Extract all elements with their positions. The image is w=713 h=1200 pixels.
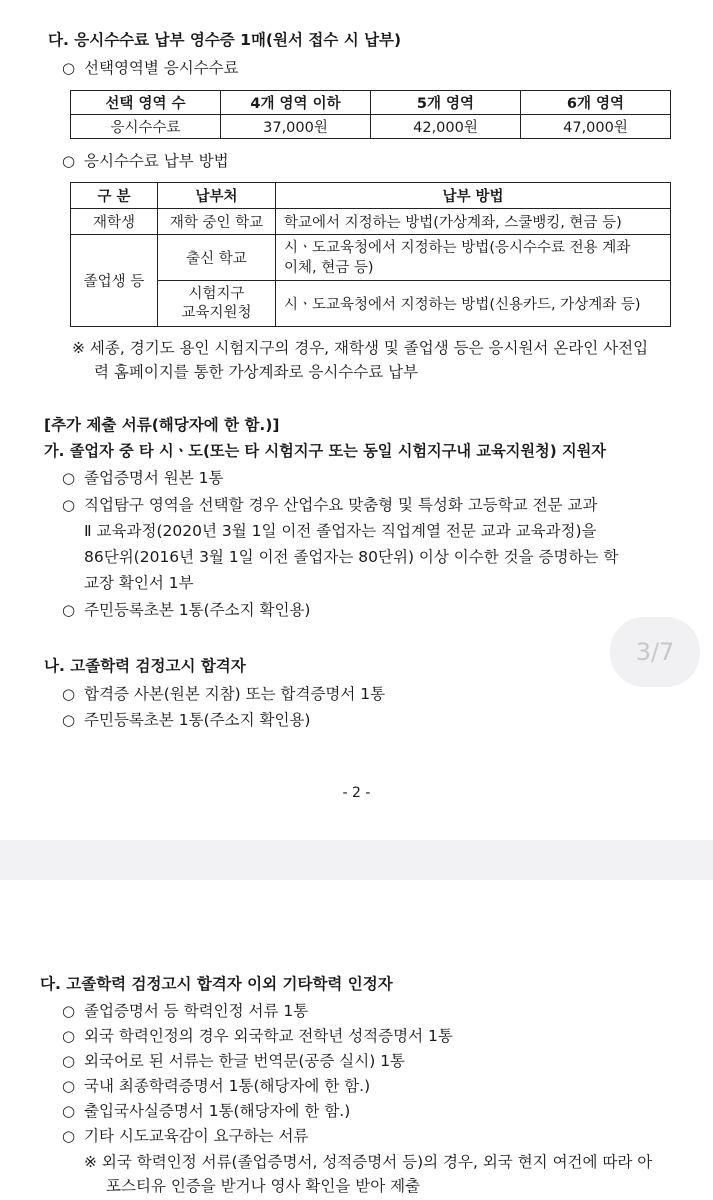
extra-docs-na-heading: 나. 고졸학력 검정고시 합격자	[44, 657, 246, 675]
note-line: 포스티유 인증을 받거나 영사 확인을 받아 제출	[106, 1177, 421, 1195]
fee-table-cell: 응시수수료	[71, 115, 221, 139]
list-item: 기타 시도교육감이 요구하는 서류	[84, 1127, 309, 1145]
payment-table-cell: 재학 중인 학교	[158, 209, 276, 235]
bullet: ○	[62, 469, 76, 487]
bullet: ○	[62, 685, 76, 703]
list-item: 주민등록초본 1통(주소지 확인용)	[84, 711, 311, 729]
note-line: 력 홈페이지를 통한 가상계좌로 응시수수료 납부	[94, 363, 419, 381]
bullet: ○	[62, 152, 76, 170]
bullet: ○	[62, 59, 76, 77]
payment-method-line: 시ㆍ도교육청에서 지정하는 방법(응시수수료 전용 계좌	[284, 239, 631, 256]
page-indicator: 3/7	[610, 617, 700, 687]
fee-table-cell: 42,000원	[371, 115, 521, 139]
bullet: ○	[62, 496, 76, 514]
list-item: 졸업증명서 원본 1통	[84, 469, 224, 487]
list-item-continuation: 86단위(2016년 3월 1일 이전 졸업자는 80단위) 이상 이수한 것을 증명하는 학	[84, 548, 619, 566]
extra-docs-ga-heading: 가. 졸업자 중 타 시ㆍ도(또는 타 시험지구 또는 동일 시험지구내 교육지원청) 지원자	[44, 442, 606, 460]
bullet: ○	[62, 1127, 76, 1145]
fee-table-cell: 47,000원	[521, 115, 671, 139]
page-number: - 2 -	[342, 785, 371, 801]
bullet: ○	[62, 601, 76, 619]
fee-subheading: 선택영역별 응시수수료	[84, 59, 239, 77]
note-line: ※ 세종, 경기도 용인 시험지구의 경우, 재학생 및 졸업생 등은 응시원서 온라인 사전입	[72, 339, 649, 357]
list-item-continuation: Ⅱ 교육과정(2020년 3월 1일 이전 졸업자는 직업계열 전문 교과 교육과정)을	[84, 522, 597, 540]
fee-table-cell: 37,000원	[221, 115, 371, 139]
list-item: 합격증 사본(원본 지참) 또는 합격증명서 1통	[84, 685, 386, 703]
payment-table	[70, 182, 671, 327]
bullet: ○	[62, 711, 76, 729]
payment-table-cell: 출신 학교	[158, 235, 276, 281]
list-item: 출입국사실증명서 1통(해당자에 한 함.)	[84, 1102, 351, 1120]
list-item: 졸업증명서 등 학력인정 서류 1통	[84, 1002, 309, 1020]
list-item: 직업탐구 영역을 선택할 경우 산업수요 맞춤형 및 특성화 고등학교 전문 교과	[84, 496, 598, 514]
payer-line: 시험지구	[188, 285, 245, 302]
bullet: ○	[62, 1002, 76, 1020]
list-item-continuation: 교장 확인서 1부	[84, 574, 194, 592]
list-item: 주민등록초본 1통(주소지 확인용)	[84, 601, 311, 619]
payment-table-header: 납부 방법	[276, 183, 671, 209]
payment-table-cell	[276, 235, 671, 281]
list-item: 외국어로 된 서류는 한글 번역문(공증 실시) 1통	[84, 1052, 406, 1070]
section-heading-other: 다. 고졸학력 검정고시 합격자 이외 기타학력 인정자	[40, 975, 393, 993]
payment-table-cell	[158, 281, 276, 327]
bullet: ○	[62, 1077, 76, 1095]
bullet: ○	[62, 1052, 76, 1070]
payment-table-cell: 시ㆍ도교육청에서 지정하는 방법(신용카드, 가상계좌 등)	[276, 281, 671, 327]
payment-table-cell: 학교에서 지정하는 방법(가상계좌, 스쿨뱅킹, 현금 등)	[276, 209, 671, 235]
fee-table-header: 선택 영역 수	[71, 91, 221, 115]
payment-subheading: 응시수수료 납부 방법	[84, 152, 229, 170]
extra-docs-title: [추가 제출 서류(해당자에 한 함.)]	[44, 416, 280, 434]
list-item: 국내 최종학력증명서 1통(해당자에 한 함.)	[84, 1077, 371, 1095]
fee-table-header: 5개 영역	[371, 91, 521, 115]
list-item: 외국 학력인정의 경우 외국학교 전학년 성적증명서 1통	[84, 1027, 453, 1045]
payment-table-cell: 재학생	[71, 209, 158, 235]
payment-table-header: 구 분	[71, 183, 158, 209]
payer-line: 교육지원청	[181, 304, 252, 321]
document-page-2	[0, 880, 713, 1200]
bullet: ○	[62, 1027, 76, 1045]
fee-table-header: 6개 영역	[521, 91, 671, 115]
note-line: ※ 외국 학력인정 서류(졸업증명서, 성적증명서 등)의 경우, 외국 현지 여건에 따라 아	[84, 1153, 653, 1171]
fee-table	[70, 90, 671, 139]
payment-table-cell-graduate: 졸업생 등	[71, 235, 158, 327]
fee-table-header: 4개 영역 이하	[221, 91, 371, 115]
bullet: ○	[62, 1102, 76, 1120]
payment-method-line: 이체, 현금 등)	[284, 259, 374, 276]
section-heading-fee: 다. 응시수수료 납부 영수증 1매(원서 접수 시 납부)	[48, 31, 402, 49]
payment-table-header: 납부처	[158, 183, 276, 209]
